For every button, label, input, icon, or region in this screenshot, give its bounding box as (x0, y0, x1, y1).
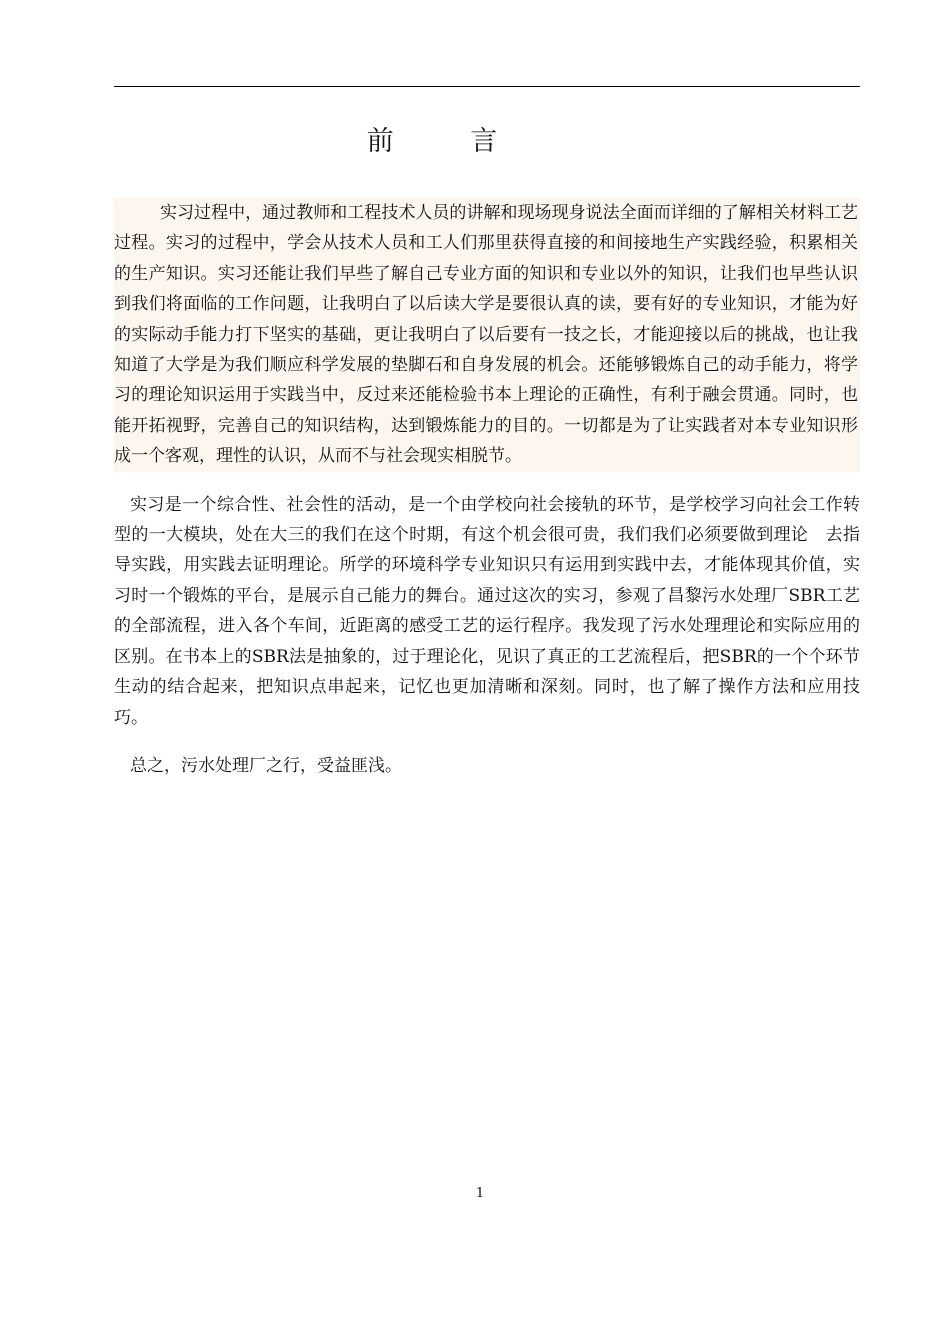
document-body (114, 198, 860, 781)
paragraph-1: 实习过程中，通过教师和工程技术人员的讲解和现场现身说法全面而详细的了解相关材料工艺过程。实习的过程中，学会从技术人员和工人们那里获得直接的和间接地生产实践经验，积累相关的生产知识。实习还能让我们早些了解自己专业方面的知识和专业以外的知识，让我们也早些认识到我们将面临的工作问题，让我明白了以后读大学是要很认真的读，要有好的专业知识，才能为好的实际动手能力打下坚实的基础，更让我明白了以后要有一技之长，才能迎接以后的挑战，也让我知道了大学是为我们顺应科学发展的垫脚石和自身发展的机会。还能够锻炼自己的动手能力，将学习的理论知识运用于实践当中，反过来还能检验书本上理论的正确性，有利于融会贯通。同时，也能开拓视野，完善自己的知识结构，达到锻炼能力的目的。一切都是为了让实践者对本专业知识形成一个客观，理性的认识，从而不与社会现实相脱节。 (114, 198, 860, 472)
paragraph-2: 实习是一个综合性、社会性的活动，是一个由学校向社会接轨的环节，是学校学习向社会工作转型的一大模块，处在大三的我们在这个时期，有这个机会很可贵，我们我们必须要做到理论 去指导实践，用实践去证明理论。所学的环境科学专业知识只有运用到实践中去，才能体现其价值，实习时一个锻炼的平台，是展示自己能力的舞台。通过这次的实习，参观了昌黎污水处理厂SBR工艺的全部流程，进入各个车间，近距离的感受工艺的运行程序。我发现了污水处理理论和实际应用的区别。在书本上的SBR法是抽象的，过于理论化，见识了真正的工艺流程后，把SBR的一个个环节生动的结合起来，把知识点串起来，记忆也更加清晰和深刻。同时，也了解了操作方法和应用技巧。 (114, 494, 860, 728)
page-title: 前 言 (366, 126, 532, 157)
paragraph-3: 总之，污水处理厂之行，受益匪浅。 (130, 755, 402, 776)
page-number: 1 (475, 1186, 485, 1201)
header-rule (114, 86, 860, 87)
